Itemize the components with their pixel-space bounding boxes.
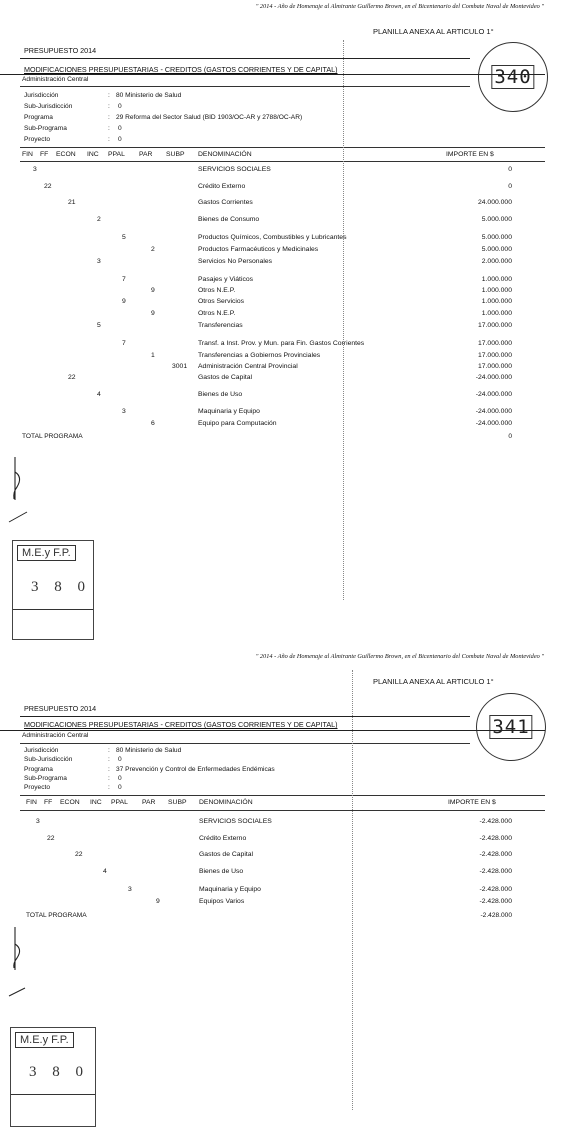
- col-fin: FIN: [26, 799, 37, 806]
- subprograma-value: 0: [118, 775, 122, 782]
- total-amount: 0: [508, 433, 512, 440]
- col-ff: FF: [40, 151, 49, 158]
- row-denominacion: Servicios No Personales: [198, 258, 273, 265]
- total-label: TOTAL PROGRAMA: [26, 912, 87, 919]
- table-row: [0, 363, 570, 373]
- fold-mark: [352, 670, 353, 1110]
- col-ppal: PPAL: [108, 151, 125, 158]
- table-row: [0, 322, 570, 332]
- table-row: [0, 216, 570, 226]
- modificaciones-title: MODIFICACIONES PRESUPUESTARIAS - CREDITOS (GASTOS CORRIENTES Y DE CAPITAL): [24, 65, 338, 74]
- col-subp: SUBP: [166, 151, 185, 158]
- row-denominacion: Crédito Externo: [198, 183, 246, 190]
- col-fin: FIN: [22, 151, 33, 158]
- row-denominacion: Productos Químicos, Combustibles y Lubricantes: [198, 234, 347, 241]
- jurisdiccion-value: 80 Ministerio de Salud: [116, 92, 182, 99]
- programa-label: Programa: [24, 766, 53, 773]
- col-econ: ECON: [56, 151, 76, 158]
- row-denominacion: Crédito Externo: [199, 835, 247, 842]
- row-denominacion: Gastos de Capital: [199, 851, 254, 858]
- table-row: [0, 835, 570, 845]
- proyecto-value: 0: [118, 136, 122, 143]
- row-code: 1: [151, 352, 155, 359]
- row-denominacion: Otros N.E.P.: [198, 287, 236, 294]
- row-importe: -2.428.000: [479, 835, 512, 842]
- table-row: [0, 310, 570, 320]
- row-denominacion: Equipos Varios: [199, 898, 245, 905]
- row-importe: 24.000.000: [477, 199, 512, 206]
- row-importe: -2.428.000: [479, 886, 512, 893]
- admin-label: Administración Central: [22, 732, 89, 739]
- row-importe: 1.000.000: [481, 276, 512, 283]
- row-code: 22: [75, 851, 83, 858]
- row-code: 3001: [172, 363, 188, 370]
- row-code: 3: [97, 258, 101, 265]
- programa-label: Programa: [24, 114, 53, 121]
- ministry-stamp: [12, 540, 94, 640]
- presupuesto-label: PRESUPUESTO 2014: [24, 704, 97, 713]
- row-code: 3: [33, 166, 37, 173]
- row-code: 9: [151, 287, 155, 294]
- table-row: [0, 886, 570, 896]
- row-code: 22: [44, 183, 52, 190]
- row-denominacion: Otros Servicios: [198, 298, 245, 305]
- row-importe: -24.000.000: [475, 391, 512, 398]
- table-row: [0, 298, 570, 308]
- table-row: [0, 352, 570, 362]
- row-denominacion: Bienes de Consumo: [198, 216, 260, 223]
- row-importe: -24.000.000: [475, 408, 512, 415]
- admin-label: Administración Central: [22, 76, 89, 83]
- proyecto-label: Proyecto: [24, 136, 51, 143]
- row-code: 6: [151, 420, 155, 427]
- col-inc: INC: [90, 799, 102, 806]
- table-row: [0, 868, 570, 878]
- row-denominacion: SERVICIOS SOCIALES: [199, 818, 272, 825]
- row-importe: 17.000.000: [477, 340, 512, 347]
- row-importe: -2.428.000: [479, 818, 512, 825]
- planilla-title: PLANILLA ANEXA AL ARTICULO 1°: [373, 677, 494, 686]
- subjurisdiccion-value: 0: [118, 756, 122, 763]
- stamp-number: 3 8 0: [31, 579, 91, 595]
- presupuesto-label: PRESUPUESTO 2014: [24, 46, 97, 55]
- row-code: 2: [97, 216, 101, 223]
- fold-mark: [343, 40, 344, 600]
- row-code: 4: [97, 391, 101, 398]
- row-denominacion: Transferencias: [198, 322, 243, 329]
- row-code: 22: [68, 374, 76, 381]
- row-importe: 1.000.000: [481, 310, 512, 317]
- row-denominacion: Transferencias a Gobiernos Provinciales: [198, 352, 321, 359]
- stamp-number: 3 8 0: [29, 1064, 89, 1080]
- row-importe: -2.428.000: [479, 851, 512, 858]
- row-importe: -24.000.000: [475, 374, 512, 381]
- row-importe: -24.000.000: [475, 420, 512, 427]
- seal-number: 340: [491, 65, 534, 89]
- proyecto-value: 0: [118, 784, 122, 791]
- colon: :: [108, 92, 110, 99]
- colon: :: [108, 136, 110, 143]
- jurisdiccion-label: Jurisdicción: [24, 747, 59, 754]
- table-row: [0, 420, 570, 430]
- table-row: [0, 183, 570, 193]
- table-row: [0, 374, 570, 384]
- table-row: [0, 287, 570, 297]
- col-denom: DENOMINACIÓN: [198, 151, 252, 158]
- subprograma-label: Sub-Programa: [24, 775, 67, 782]
- row-importe: 1.000.000: [481, 287, 512, 294]
- col-denom: DENOMINACIÓN: [199, 799, 253, 806]
- row-denominacion: Maquinaria y Equipo: [199, 886, 261, 893]
- col-par: PAR: [139, 151, 153, 158]
- colon: :: [108, 775, 110, 782]
- colon: :: [108, 766, 110, 773]
- table-row: [0, 851, 570, 861]
- subjurisdiccion-value: 0: [118, 103, 122, 110]
- table-row: [0, 258, 570, 268]
- row-importe: -2.428.000: [479, 868, 512, 875]
- row-code: 7: [122, 276, 126, 283]
- row-code: 4: [103, 868, 107, 875]
- col-subp: SUBP: [168, 799, 187, 806]
- row-denominacion: Equipo para Computación: [198, 420, 277, 427]
- jurisdiccion-label: Jurisdicción: [24, 92, 59, 99]
- row-code: 5: [122, 234, 126, 241]
- subprograma-value: 0: [118, 125, 122, 132]
- row-code: 3: [36, 818, 40, 825]
- col-ppal: PPAL: [111, 799, 128, 806]
- row-importe: 17.000.000: [477, 352, 512, 359]
- row-code: 2: [151, 246, 155, 253]
- total-label: TOTAL PROGRAMA: [22, 433, 83, 440]
- signature-mark: [5, 452, 35, 532]
- table-row: [0, 246, 570, 256]
- colon: :: [108, 747, 110, 754]
- seal-number: 341: [489, 715, 532, 739]
- signature-mark: [5, 922, 35, 1002]
- budget-rows: [0, 650, 570, 920]
- table-row: [0, 234, 570, 244]
- col-importe: IMPORTE EN $: [448, 799, 496, 806]
- row-importe: 5.000.000: [481, 216, 512, 223]
- col-ff: FF: [44, 799, 53, 806]
- row-code: 21: [68, 199, 76, 206]
- row-code: 9: [122, 298, 126, 305]
- colon: :: [108, 756, 110, 763]
- table-row: [0, 166, 570, 176]
- table-row: [0, 391, 570, 401]
- row-importe: 2.000.000: [481, 258, 512, 265]
- row-denominacion: Transf. a Inst. Prov. y Mun. para Fin. Gastos Corrientes: [198, 340, 365, 347]
- row-denominacion: Gastos de Capital: [198, 374, 253, 381]
- table-row: [0, 199, 570, 209]
- stamp-label: M.E.y F.P.: [17, 545, 76, 561]
- row-denominacion: SERVICIOS SOCIALES: [198, 166, 271, 173]
- table-row: [0, 276, 570, 286]
- jurisdiccion-value: 80 Ministerio de Salud: [116, 747, 182, 754]
- programa-value: 37 Prevención y Control de Enfermedades Endémicas: [116, 766, 275, 773]
- row-denominacion: Productos Farmacéuticos y Medicinales: [198, 246, 319, 253]
- colon: :: [108, 784, 110, 791]
- planilla-title: PLANILLA ANEXA AL ARTICULO 1°: [373, 27, 494, 36]
- budget-rows: [0, 0, 570, 440]
- modificaciones-title: MODIFICACIONES PRESUPUESTARIAS - CREDITOS (GASTOS CORRIENTES Y DE CAPITAL): [24, 720, 338, 729]
- row-code: 3: [122, 408, 126, 415]
- row-importe: 0: [508, 183, 512, 190]
- table-row: [0, 408, 570, 418]
- row-importe: 17.000.000: [477, 363, 512, 370]
- ministry-stamp: [10, 1027, 96, 1127]
- row-importe: 0: [508, 166, 512, 173]
- col-econ: ECON: [60, 799, 80, 806]
- row-importe: 5.000.000: [481, 234, 512, 241]
- subjurisdiccion-label: Sub-Jurisdicción: [24, 756, 73, 763]
- programa-value: 29 Reforma del Sector Salud (BID 1903/OC-AR y 2788/OC-AR): [116, 114, 303, 121]
- colon: :: [108, 103, 110, 110]
- row-denominacion: Maquinaria y Equipo: [198, 408, 260, 415]
- stamp-label: M.E.y F.P.: [15, 1032, 74, 1048]
- col-importe: IMPORTE EN $: [446, 151, 494, 158]
- row-code: 3: [128, 886, 132, 893]
- stamp-divider: [13, 609, 93, 610]
- col-par: PAR: [142, 799, 156, 806]
- table-row: [0, 898, 570, 908]
- row-code: 5: [97, 322, 101, 329]
- row-denominacion: Administración Central Provincial: [198, 363, 298, 370]
- page-2: [0, 650, 570, 1131]
- row-code: 9: [151, 310, 155, 317]
- colon: :: [108, 114, 110, 121]
- motto-line: " 2014 - Año de Homenaje al Almirante Guillermo Brown, en el Bicentenario del Combate Naval de Montevideo ": [255, 3, 544, 10]
- row-denominacion: Gastos Corrientes: [198, 199, 253, 206]
- table-row: [0, 340, 570, 350]
- row-denominacion: Bienes de Uso: [198, 391, 243, 398]
- subprograma-label: Sub-Programa: [24, 125, 67, 132]
- total-amount: -2.428.000: [480, 912, 512, 919]
- row-code: 22: [47, 835, 55, 842]
- col-inc: INC: [87, 151, 99, 158]
- row-code: 9: [156, 898, 160, 905]
- row-importe: 17.000.000: [477, 322, 512, 329]
- colon: :: [108, 125, 110, 132]
- motto-line: " 2014 - Año de Homenaje al Almirante Guillermo Brown, en el Bicentenario del Combate Naval de Montevideo ": [255, 653, 544, 660]
- row-importe: 5.000.000: [481, 246, 512, 253]
- subjurisdiccion-label: Sub-Jurisdicción: [24, 103, 73, 110]
- table-row: [0, 818, 570, 828]
- stamp-divider: [11, 1094, 95, 1095]
- row-importe: -2.428.000: [479, 898, 512, 905]
- row-denominacion: Bienes de Uso: [199, 868, 244, 875]
- proyecto-label: Proyecto: [24, 784, 51, 791]
- row-code: 7: [122, 340, 126, 347]
- row-importe: 1.000.000: [481, 298, 512, 305]
- row-denominacion: Pasajes y Viáticos: [198, 276, 254, 283]
- row-denominacion: Otros N.E.P.: [198, 310, 236, 317]
